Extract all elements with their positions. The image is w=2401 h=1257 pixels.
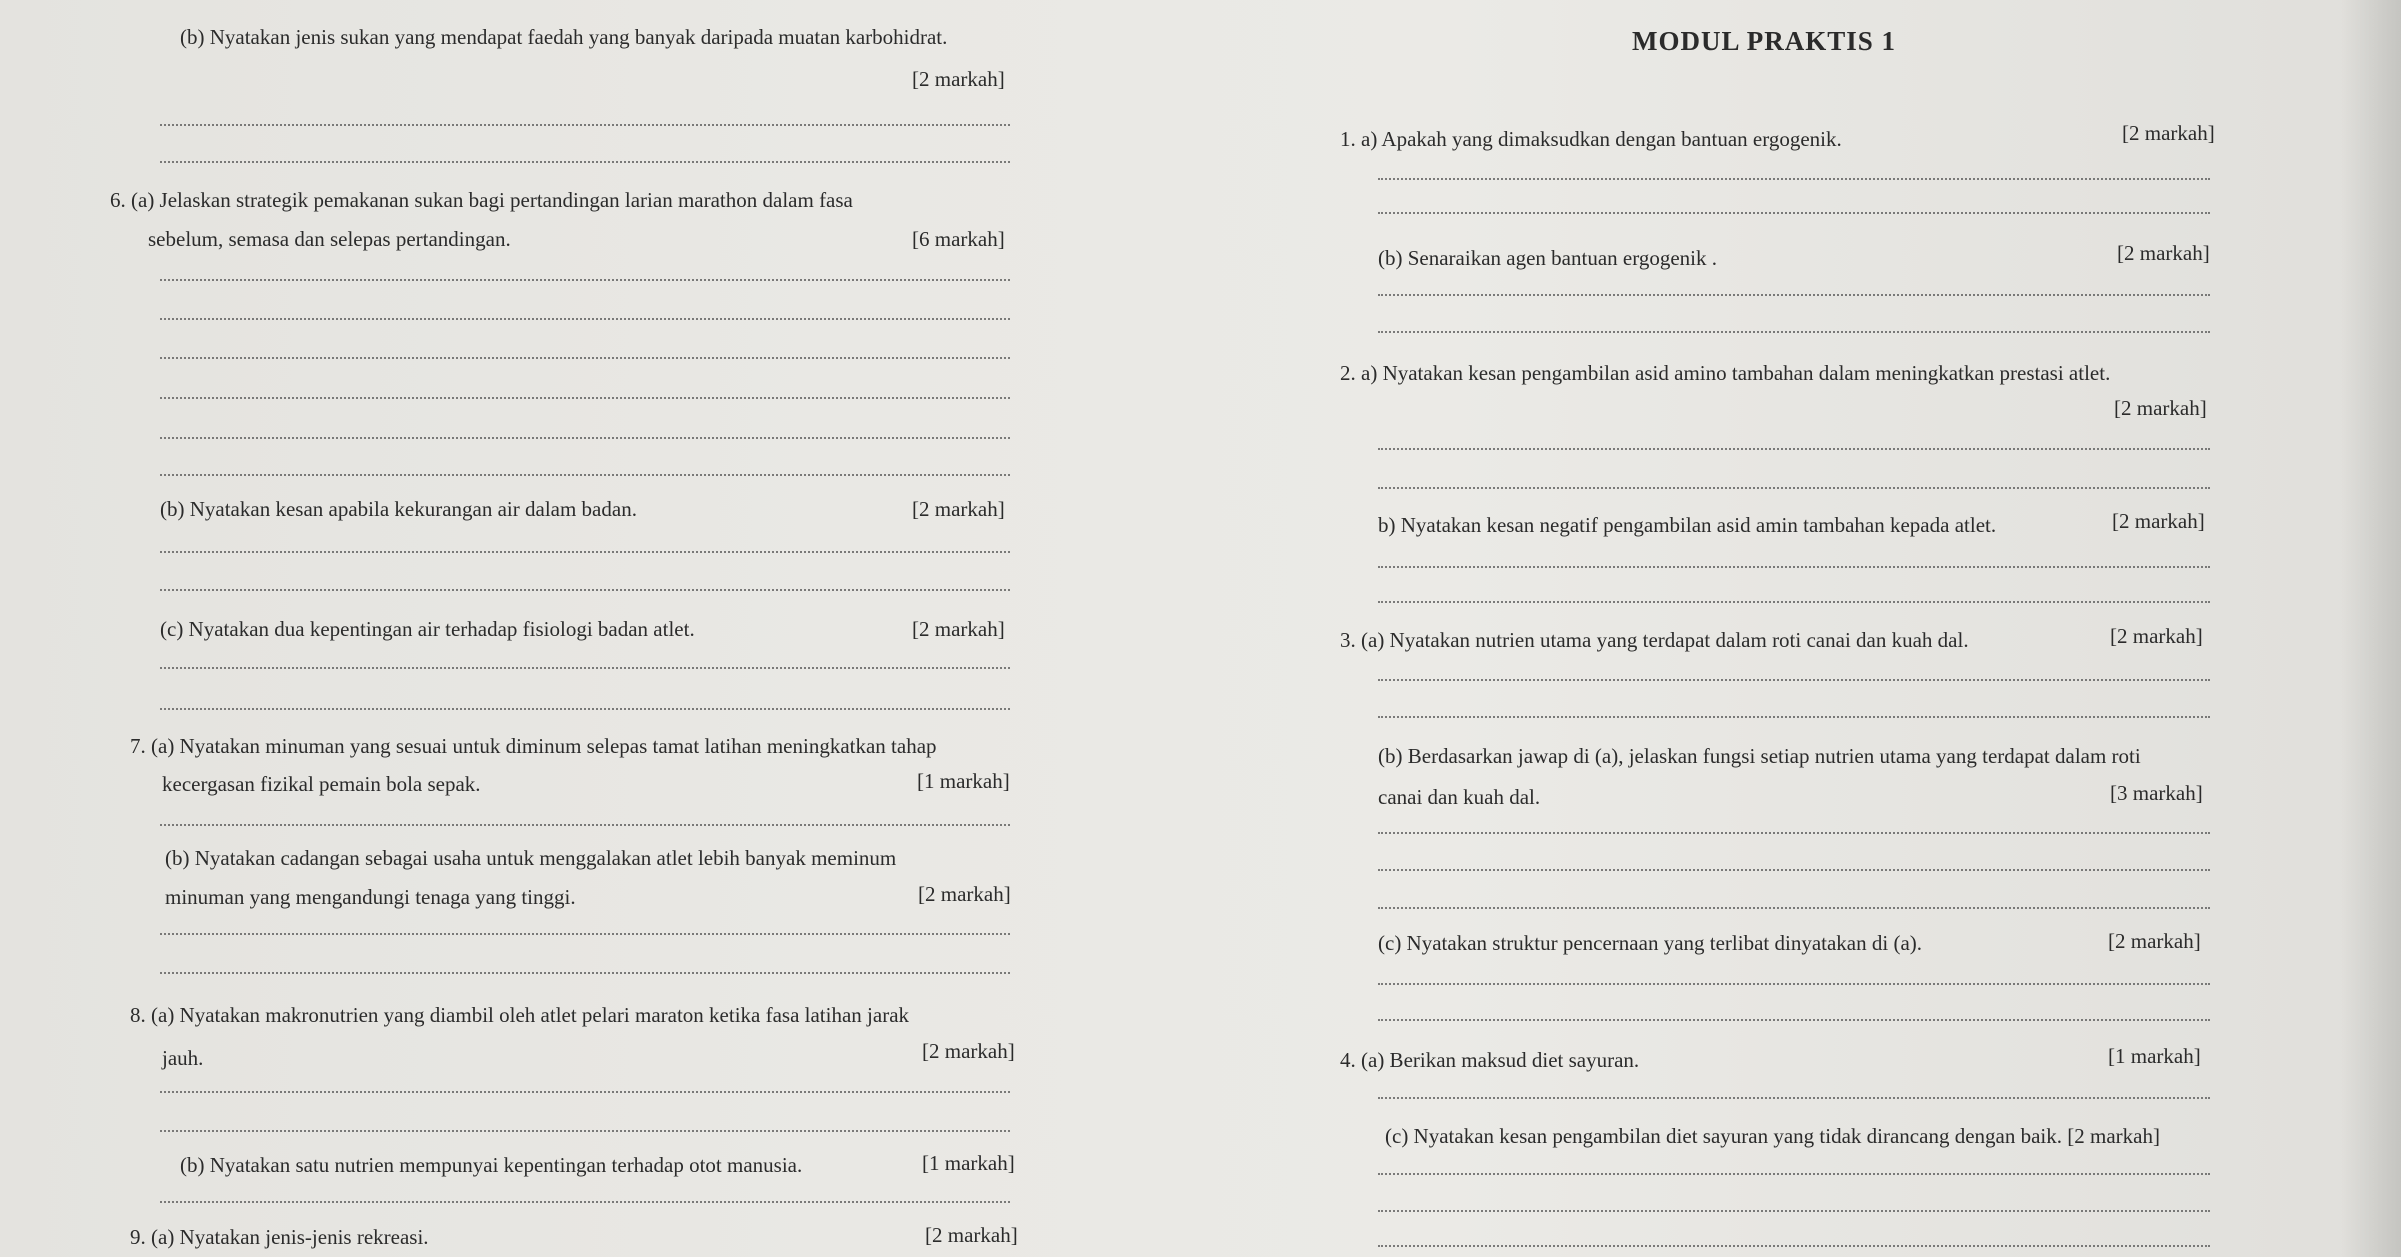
question-7b-line1: (b) Nyatakan cadangan sebagai usaha untuk menggalakan atlet lebih banyak meminum xyxy=(165,846,897,870)
answer-line[interactable] xyxy=(1378,601,2210,603)
answer-line[interactable] xyxy=(160,1201,1010,1203)
question-2b-text: b) Nyatakan kesan negatif pengambilan asid amin tambahan kepada atlet. xyxy=(1378,513,1997,537)
question-6a-line2: sebelum, semasa dan selepas pertandingan. xyxy=(148,227,511,251)
page-title: MODUL PRAKTIS 1 xyxy=(1632,26,1897,56)
question-8a-marks: [2 markah] xyxy=(922,1039,1015,1063)
answer-line[interactable] xyxy=(1378,1245,2210,1247)
answer-line[interactable] xyxy=(160,437,1010,439)
answer-line[interactable] xyxy=(160,708,1010,710)
question-5b-marks: [2 markah] xyxy=(912,67,1005,91)
answer-line[interactable] xyxy=(160,397,1010,399)
question-2a-text: 2. a) Nyatakan kesan pengambilan asid amino tambahan dalam meningkatkan prestasi atlet. xyxy=(1340,361,2111,385)
question-9a-marks: [2 markah] xyxy=(925,1223,1018,1247)
question-3a-text: 3. (a) Nyatakan nutrien utama yang terdapat dalam roti canai dan kuah dal. xyxy=(1340,628,1969,652)
question-1a-text: 1. a) Apakah yang dimaksudkan dengan bantuan ergogenik. xyxy=(1340,127,1842,151)
answer-line[interactable] xyxy=(160,1130,1010,1132)
question-2a-marks: [2 markah] xyxy=(2114,396,2207,420)
answer-line[interactable] xyxy=(160,824,1010,826)
question-8b-marks: [1 markah] xyxy=(922,1151,1015,1175)
question-6b-marks: [2 markah] xyxy=(912,497,1005,521)
answer-line[interactable] xyxy=(1378,983,2210,985)
answer-line[interactable] xyxy=(160,551,1010,553)
answer-line[interactable] xyxy=(1378,566,2210,568)
question-3a-marks: [2 markah] xyxy=(2110,624,2203,648)
answer-line[interactable] xyxy=(160,474,1010,476)
question-7b-line2: minuman yang mengandungi tenaga yang tinggi. xyxy=(165,885,576,909)
question-7a-line2: kecergasan fizikal pemain bola sepak. xyxy=(162,772,481,796)
answer-line[interactable] xyxy=(1378,907,2210,909)
answer-line[interactable] xyxy=(1378,1210,2210,1212)
question-3b-marks: [3 markah] xyxy=(2110,781,2203,805)
answer-line[interactable] xyxy=(160,933,1010,935)
answer-line[interactable] xyxy=(160,589,1010,591)
question-7a-marks: [1 markah] xyxy=(917,769,1010,793)
question-6c-marks: [2 markah] xyxy=(912,617,1005,641)
answer-line[interactable] xyxy=(1378,212,2210,214)
question-3b-line1: (b) Berdasarkan jawap di (a), jelaskan fungsi setiap nutrien utama yang terdapat dalam roti xyxy=(1378,744,2141,768)
answer-line[interactable] xyxy=(160,124,1010,126)
question-8b-text: (b) Nyatakan satu nutrien mempunyai kepentingan terhadap otot manusia. xyxy=(180,1153,803,1177)
answer-line[interactable] xyxy=(1378,331,2210,333)
answer-line[interactable] xyxy=(1378,869,2210,871)
answer-line[interactable] xyxy=(160,318,1010,320)
answer-line[interactable] xyxy=(1378,178,2210,180)
question-7a-line1: 7. (a) Nyatakan minuman yang sesuai untuk diminum selepas tamat latihan meningkatkan tahap xyxy=(130,734,937,758)
answer-line[interactable] xyxy=(1378,294,2210,296)
question-1a-marks: [2 markah] xyxy=(2122,121,2215,145)
question-4a-marks: [1 markah] xyxy=(2108,1044,2201,1068)
answer-line[interactable] xyxy=(1378,1019,2210,1021)
question-3c-text: (c) Nyatakan struktur pencernaan yang terlibat dinyatakan di (a). xyxy=(1378,931,1923,955)
question-6b-text: (b) Nyatakan kesan apabila kekurangan air dalam badan. xyxy=(160,497,637,521)
answer-line[interactable] xyxy=(160,1091,1010,1093)
answer-line[interactable] xyxy=(1378,716,2210,718)
question-3c-marks: [2 markah] xyxy=(2108,929,2201,953)
question-1b-text: (b) Senaraikan agen bantuan ergogenik . xyxy=(1378,246,1717,270)
answer-line[interactable] xyxy=(160,279,1010,281)
answer-line[interactable] xyxy=(160,667,1010,669)
question-8a-line1: 8. (a) Nyatakan makronutrien yang diambil oleh atlet pelari maraton ketika fasa latihan jarak xyxy=(130,1003,910,1027)
question-6c-text: (c) Nyatakan dua kepentingan air terhadap fisiologi badan atlet. xyxy=(160,617,695,641)
answer-line[interactable] xyxy=(1378,1097,2210,1099)
answer-line[interactable] xyxy=(1378,487,2210,489)
question-1b-marks: [2 markah] xyxy=(2117,241,2210,265)
answer-line[interactable] xyxy=(1378,832,2210,834)
question-3b-line2: canai dan kuah dal. xyxy=(1378,785,1541,809)
answer-line[interactable] xyxy=(1378,1173,2210,1175)
answer-line[interactable] xyxy=(160,161,1010,163)
answer-line[interactable] xyxy=(160,357,1010,359)
question-7b-marks: [2 markah] xyxy=(918,882,1011,906)
answer-line[interactable] xyxy=(160,972,1010,974)
question-8a-line2: jauh. xyxy=(162,1046,204,1070)
answer-line[interactable] xyxy=(1378,448,2210,450)
question-6a-marks: [6 markah] xyxy=(912,227,1005,251)
question-6a-line1: 6. (a) Jelaskan strategik pemakanan sukan bagi pertandingan larian marathon dalam fasa xyxy=(110,188,853,212)
question-9a-text: 9. (a) Nyatakan jenis-jenis rekreasi. xyxy=(130,1225,429,1249)
question-2b-marks: [2 markah] xyxy=(2112,509,2205,533)
question-4a-text: 4. (a) Berikan maksud diet sayuran. xyxy=(1340,1048,1640,1072)
paper-edge-shadow xyxy=(2341,0,2401,1257)
question-5b-text: (b) Nyatakan jenis sukan yang mendapat faedah yang banyak daripada muatan karbohidrat. xyxy=(180,25,948,49)
question-4c-text: (c) Nyatakan kesan pengambilan diet sayuran yang tidak dirancang dengan baik. [2 markah] xyxy=(1385,1124,2160,1148)
answer-line[interactable] xyxy=(1378,679,2210,681)
